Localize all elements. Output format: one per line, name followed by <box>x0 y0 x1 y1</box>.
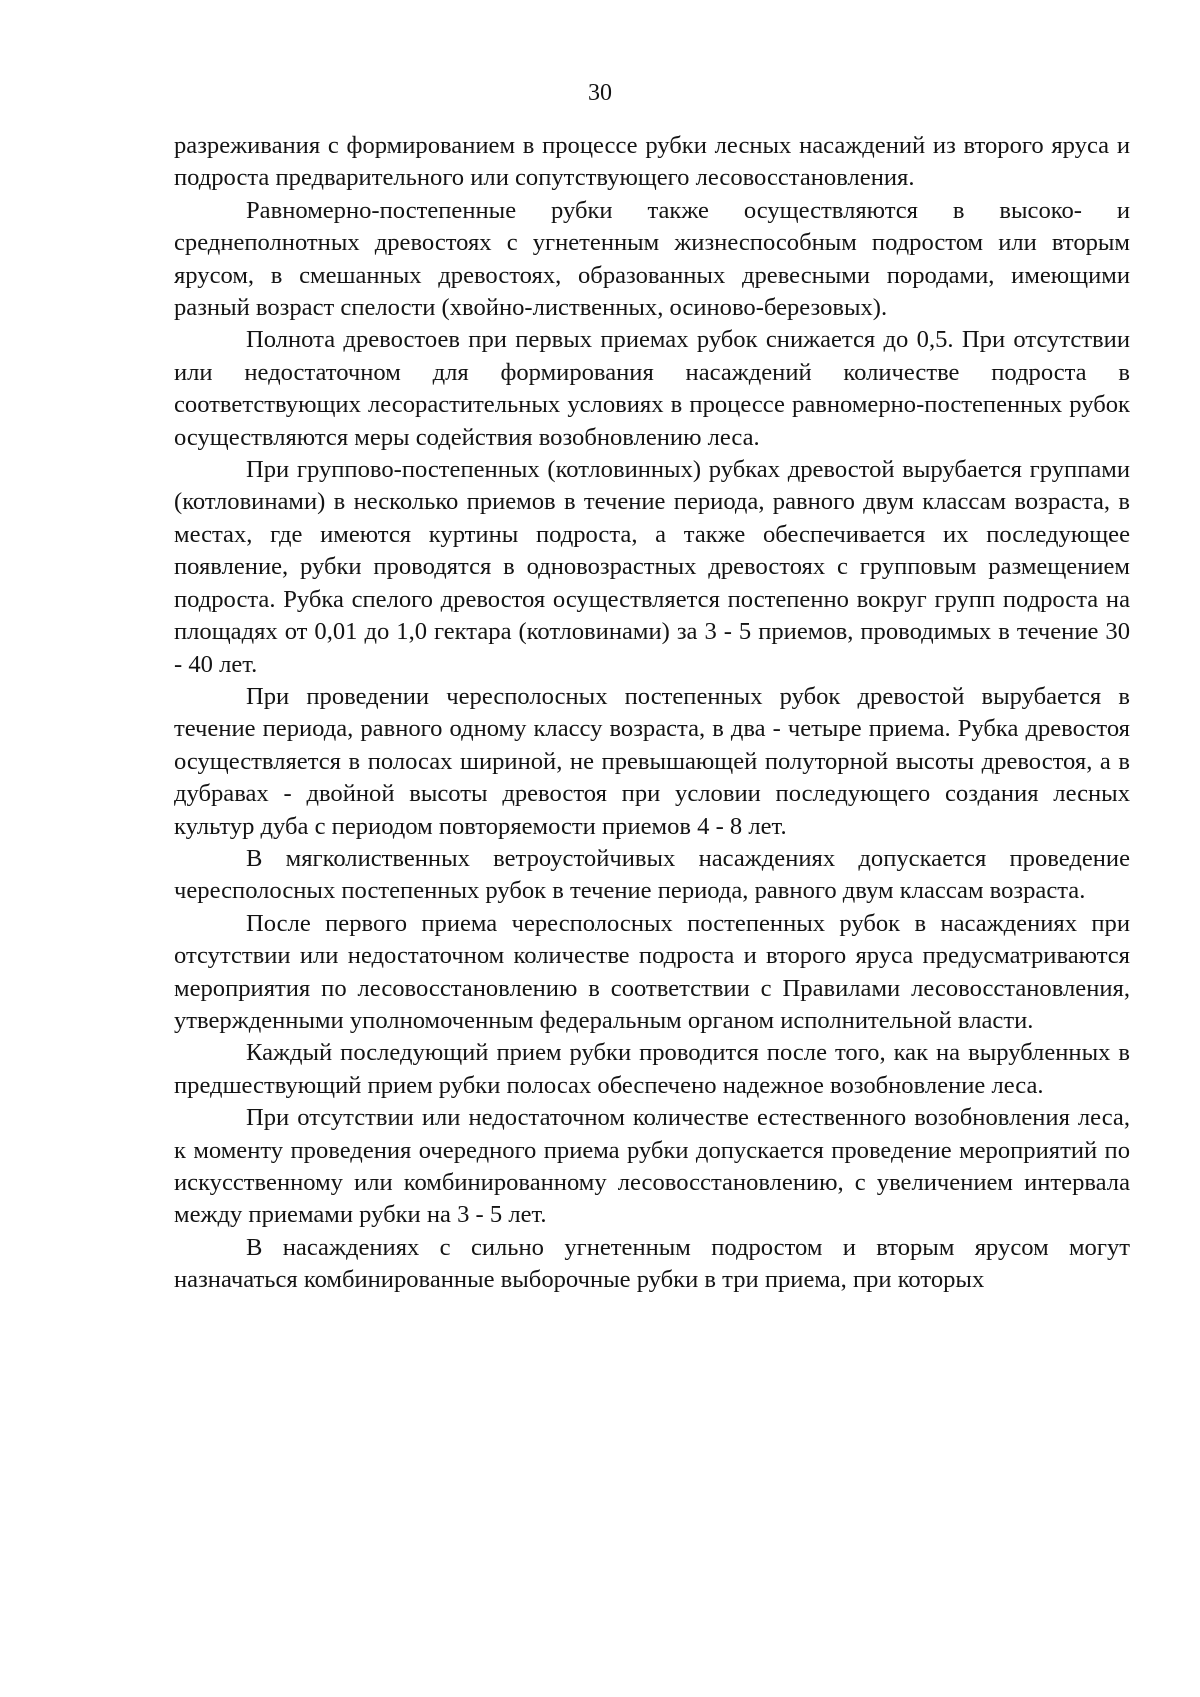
paragraph: В мягколиственных ветроустойчивых насаждениях допускается проведение чересполосных постепенных рубок в течение периода, равного двум классам возраста. <box>174 844 1130 905</box>
document-body <box>174 130 1130 1297</box>
paragraph: При группово-постепенных (котловинных) рубках древостой вырубается группами (котловинами) в несколько приемов в течение периода, равного двум классам возраста, в местах, где имеются куртины подроста, а также обеспечивается их последующее появление, рубки проводятся в одновозрастных древостоях с групповым размещением подроста. Рубка спелого древостоя осуществляется постепенно вокруг групп подроста на площадях от 0,01 до 1,0 гектара (котловинами) за 3 - 5 приемов, проводимых в течение 30 - 40 лет. <box>174 456 1130 678</box>
paragraph: В насаждениях с сильно угнетенным подростом и вторым ярусом могут назначаться комбинированные выборочные рубки в три приема, при которых <box>174 1233 1130 1294</box>
paragraph: Равномерно-постепенные рубки также осуществляются в высоко- и среднеполнотных древостоях с угнетенным жизнеспособным подростом или вторым ярусом, в смешанных древостоях, образованных древесными породами, имеющими разный возраст спелости (хвойно-лиственных, осиново-березовых). <box>174 196 1130 322</box>
page-number: 30 <box>588 80 612 106</box>
paragraph: После первого приема чересполосных постепенных рубок в насаждениях при отсутствии или недостаточном количестве подроста и второго яруса предусматриваются мероприятия по лесовосстановлению в соответствии с Правилами лесовосстановления, утвержденными уполномоченным федеральным органом исполнительной власти. <box>174 909 1130 1034</box>
paragraph-continuation: разреживания с формированием в процессе рубки лесных насаждений из второго яруса и подроста предварительного или сопутствующего лесовосстановления. <box>174 132 1130 192</box>
paragraph: При отсутствии или недостаточном количестве естественного возобновления леса, к моменту проведения очередного приема рубки допускается проведение мероприятий по искусственному или комбинированному лесовосстановлению, с увеличением интервала между приемами рубки на 3 - 5 лет. <box>174 1104 1130 1229</box>
paragraph: При проведении чересполосных постепенных рубок древостой вырубается в течение периода, равного одному классу возраста, в два - четыре приема. Рубка древостоя осуществляется в полосах шириной, не превышающей полуторной высоты древостоя, а в дубравах - двойной высоты древостоя при условии последующего создания лесных культур дуба с периодом повторяемости приемов 4 - 8 лет. <box>174 682 1130 840</box>
paragraph: Полнота древостоев при первых приемах рубок снижается до 0,5. При отсутствии или недостаточном для формирования насаждений количестве подроста в соответствующих лесорастительных условиях в процессе равномерно-постепенных рубок осуществляются меры содействия возобновлению леса. <box>174 326 1130 451</box>
paragraph: Каждый последующий прием рубки проводится после того, как на вырубленных в предшествующий прием рубки полосах обеспечено надежное возобновление леса. <box>174 1039 1130 1099</box>
